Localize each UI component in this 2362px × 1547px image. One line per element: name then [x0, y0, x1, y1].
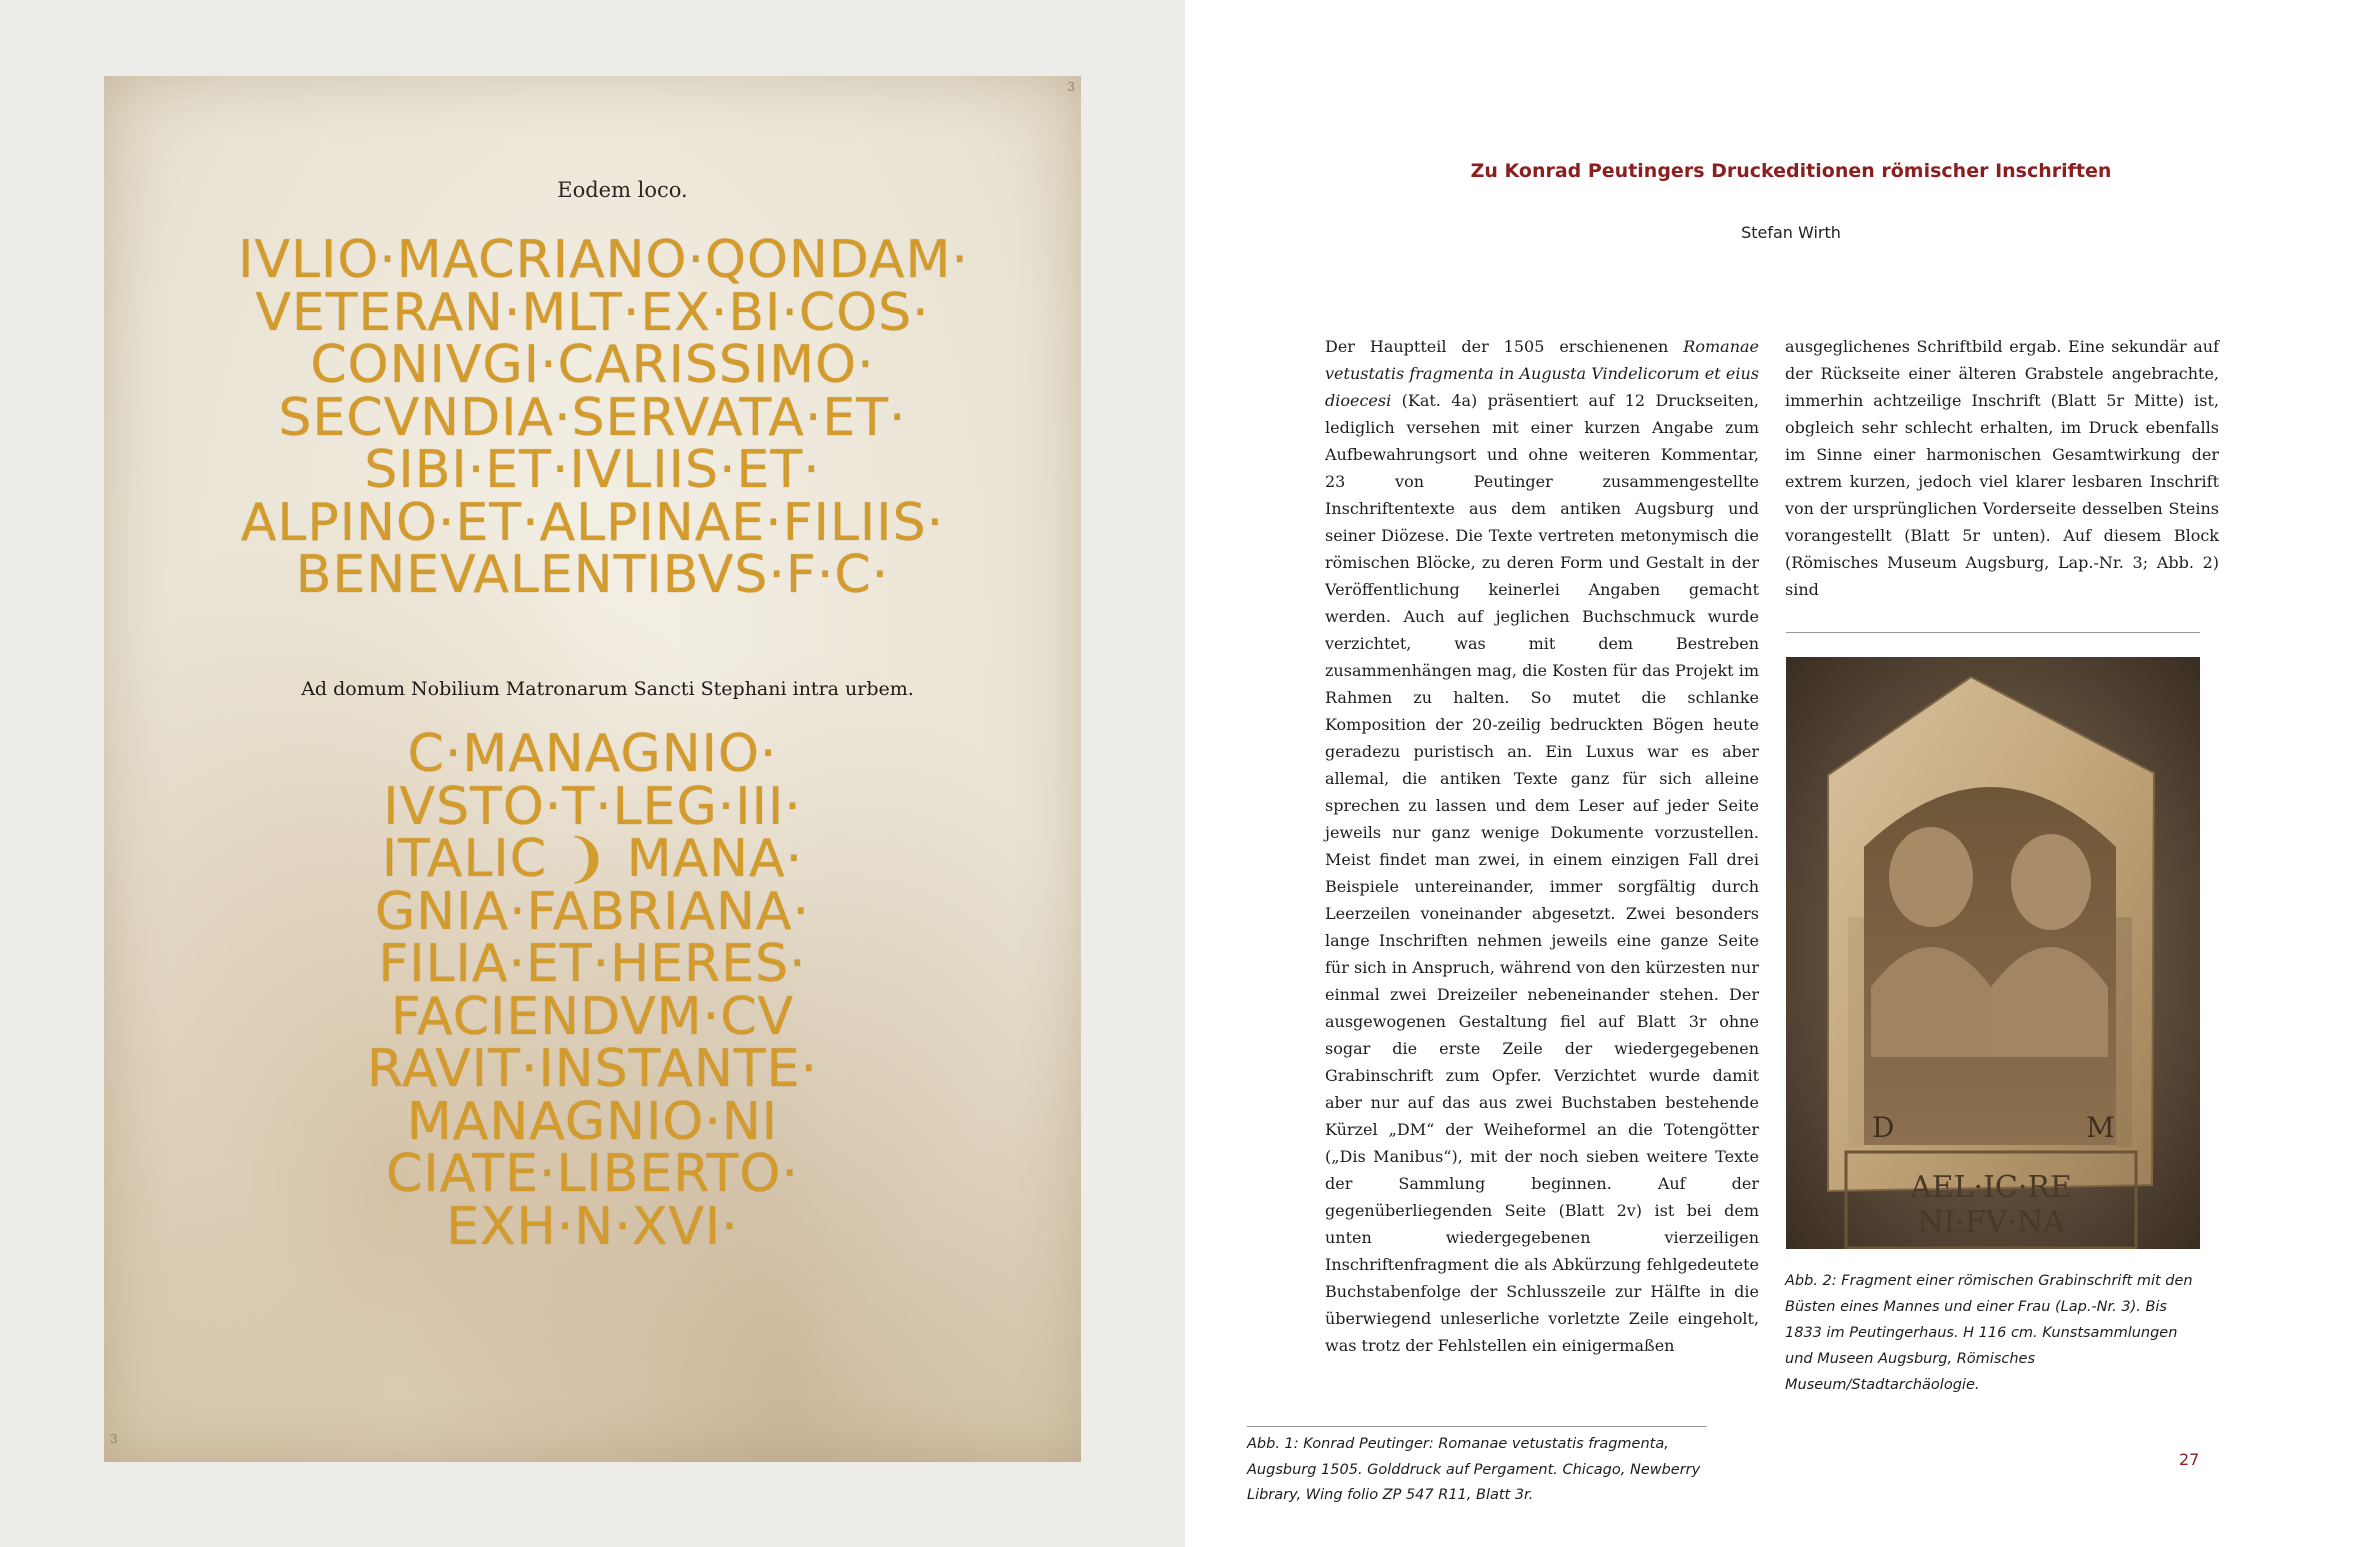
- article-author: Stefan Wirth: [1741, 223, 1841, 242]
- inscription-line: ITALIC ❩ MANA·: [381, 829, 804, 889]
- inscription-line: FACIENDVM·CV: [390, 986, 795, 1047]
- gravestone-illustration: [1786, 657, 2200, 1249]
- text-run: (Kat. 4a) präsentiert auf 12 Druckseiten, lediglich versehen mit einer kurzen Angabe zum Aufbewahrungsort und ohne weiteren Kommentar, 23 von Peutinger zusammengestellte Inschriftentexte aus dem antiken Augsburg und seiner Diözese. Die Texte vertreten metonymisch die römischen Blöcke, zu deren Form und Gestalt in der Veröffentlichung keinerlei Angaben gemacht werden. Auch auf jeglichen Buchschmuck wurde verzichtet, was mit dem Bestreben zusammenhängen mag, die Kosten für das Projekt im Rahmen zu halten. So mutet die schlanke Komposition der 20-zeilig bedruckten Bögen heute geradezu puristisch an. Ein Luxus war es aber allemal, die antiken Texte ganz für sich alleine sprechen zu lassen und dem Leser auf jeder Seite jeweils nur ganz wenige Dokumente vorzustellen. Meist findet man zwei, in einem einzigen Fall drei Beispiele untereinander, immer sorgfältig durch Leerzeilen voneinander abgesetzt. Zwei besonders lange Inschriften nehmen jeweils eine ganze Seite für sich in Anspruch, während von den kürzesten nur einmal zwei Dreizeiler nebeneinander stehen. Der ausgewogenen Gestaltung fiel auf Blatt 3r ohne sogar die erste Zeile der wiedergegebenen Grabinschrift zum Opfer. Verzichtet wurde damit aber nur auf das aus zwei Buchstaben bestehende Kürzel „DM“ der Weiheformel an die Totengötter („Dis Manibus“), mit der noch sieben weitere Texte der Sammlung beginnen. Auf der gegenüberliegenden Seite (Blatt 2v) ist bei dem unten wiedergegebenen vierzeiligen Inschriftenfragment die als Abkürzung fehlgedeutete Buchstabenfolge der Schlusszeile zur Hälfte in die überwiegend unleserliche vorletzte Zeile eingeholt, was trotz der Fehlstellen ein einigermaßen: [1325, 391, 1759, 1355]
- stone-inscription-line: AEL·IC·RE: [1910, 1170, 2072, 1205]
- figure-2-caption: Abb. 2: Fragment einer römischen Grabinschrift mit den Büsten eines Mannes und einer Frau (Lap.-Nr. 3). Bis 1833 im Peutingerhaus. H 116 cm. Kunstsammlungen und Museen Augsburg, Römisches Museum/Stadtarchäologie.: [1785, 1273, 2193, 1393]
- parchment-heading: Eodem loco.: [557, 178, 688, 202]
- inscription-line: VETERAN·MLT·EX·BI·COS·: [255, 282, 930, 343]
- caption-divider: [1247, 1426, 1707, 1427]
- body-column-right: [1785, 333, 2219, 603]
- parchment-subheading: Ad domum Nobilium Matronarum Sancti Stephani intra urbem.: [301, 678, 914, 700]
- stone-letter-m: M: [2086, 1111, 2115, 1144]
- stone-letter-d: D: [1872, 1111, 1895, 1144]
- inscription-block-2: [104, 724, 1081, 1257]
- inscription-line: SECVNDIA·SERVATA·ET·: [278, 387, 907, 448]
- figure-1-caption: Abb. 1: Konrad Peutinger: Romanae vetustatis fragmenta, Augsburg 1505. Golddruck auf Pergament. Chicago, Newberry Library, Wing folio ZP 547 R11, Blatt 3r.: [1247, 1436, 1701, 1503]
- body-paragraph: [1325, 333, 1759, 1359]
- stone-inscription-line: NI·FV·NA: [1917, 1205, 2065, 1240]
- inscription-line: IVLIO·MACRIANO·QONDAM·: [238, 230, 969, 290]
- right-page: [1185, 0, 2362, 1547]
- inscription-line: ALPINO·ET·ALPINAE·FILIIS·: [240, 492, 945, 553]
- text-run: Der Hauptteil der 1505 erschienenen: [1325, 337, 1684, 356]
- inscription-line: CIATE·LIBERTO·: [386, 1144, 799, 1204]
- figure-divider: [1786, 632, 2200, 633]
- parchment-leaf-figure: [104, 76, 1081, 1462]
- book-title-italic: Romanae vetustatis fragmenta in Augusta Vindelicorum et eius dioecesi: [1325, 337, 1759, 410]
- inscription-line: IVSTO·T·LEG·III·: [383, 776, 802, 837]
- inscription-line: SIBI·ET·IVLIIS·ET·: [364, 440, 821, 500]
- inscription-line: BENEVALENTIBVS·F·C·: [295, 545, 890, 605]
- inscription-line: EXH·N·XVI·: [446, 1196, 739, 1257]
- folio-number-top: 3: [1067, 80, 1075, 94]
- inscription-line: C·MANAGNIO·: [407, 724, 778, 784]
- inscription-line: FILIA·ET·HERES·: [378, 934, 807, 994]
- body-column-left: [1325, 333, 1759, 1383]
- page-number: 27: [2179, 1450, 2200, 1469]
- article-title: Zu Konrad Peutingers Druckeditionen römischer Inschriften: [1470, 160, 2112, 182]
- folio-number-bottom: 3: [110, 1432, 118, 1446]
- inscription-line: MANAGNIO·NI: [406, 1091, 779, 1152]
- inscription-line: RAVIT·INSTANTE·: [366, 1039, 819, 1099]
- roman-gravestone-photo: [1786, 657, 2200, 1249]
- inscription-line: CONIVGI·CARISSIMO·: [310, 335, 875, 395]
- inscription-block-1: [104, 230, 1081, 605]
- body-paragraph: ausgeglichenes Schriftbild ergab. Eine sekundär auf der Rückseite einer älteren Grabstele angebrachte, immerhin achtzeilige Inschrift (Blatt 5r Mitte) ist, obgleich sehr schlecht erhalten, im Druck ebenfalls im Sinne einer harmonischen Gesamtwirkung der extrem kurzen, jedoch viel klarer lesbaren Inschrift von der ursprünglichen Vorderseite desselben Steins vorangestellt (Blatt 5r unten). Auf diesem Block (Römisches Museum Augsburg, Lap.-Nr. 3; Abb. 2) sind: [1785, 337, 2219, 599]
- inscription-line: GNIA·FABRIANA·: [374, 881, 811, 942]
